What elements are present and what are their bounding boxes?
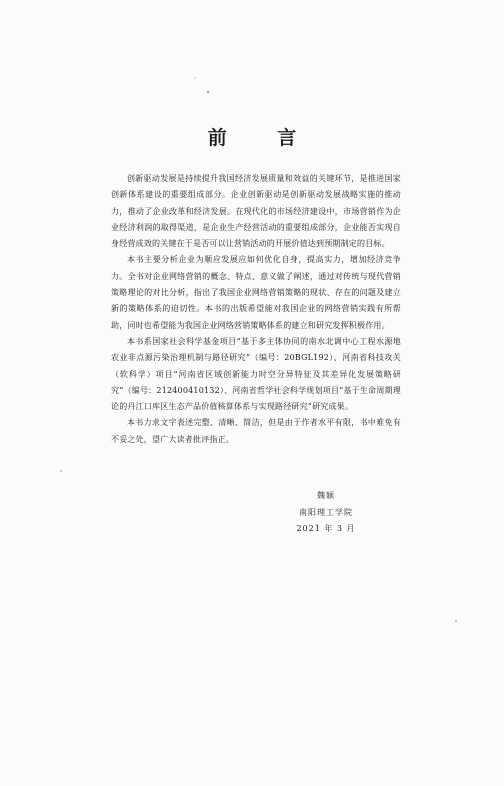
scan-speck (60, 470, 62, 472)
paragraph: 本书力求文字表述完整、清晰、简洁，但是由于作者水平有限，书中难免有不妥之处，望广大读者批评指正。 (111, 418, 401, 444)
paragraph: 本书主要分析企业为顺应发展应如何优化自身，提高实力，增加经济竞争力。全书对企业网络营销的概念、特点、意义做了阐述，通过对传统与现代营销策略理论的对比分析，指出了我国企业网络营销策略的现状、存在的问题及建立新的策略体系的迫切性。本书的出版希望能对我国企业的网络营销实践有所帮助，同时也希望能为我国企业网络营销策略体系的建立和研究发挥积极作用。 (111, 255, 401, 330)
stray-mark: , (194, 72, 197, 80)
paragraph: 本书系国家社会科学基金项目“基于多主体协同的南水北调中心工程水源地农业非点源污染治理机制与路径研究”（编号：20BGL192）、河南省科技攻关（软科学）项目“河南省区域创新能力时空分异特征及其差异化发展策略研究”（编号：212400410132）、河南省哲学社会科学规划项目“基于生命周期理论的丹江口库区生态产品价值核算体系与实现路径研究”研究成果。 (111, 336, 401, 412)
stray-mark: • (206, 89, 211, 97)
date-text: 2021 年 3 月 (296, 524, 356, 533)
preface-body (111, 171, 401, 448)
scan-speck (455, 620, 457, 622)
author-name: 魏颖 (317, 491, 335, 500)
paragraph: 创新驱动发展是持续提升我国经济发展质量和效益的关键环节，是推进国家创新体系建设的重要组成部分。企业创新驱动是创新驱动发展战略实施的推动力，推动了企业改革和经济发展。在现代化的市场经济建设中，市场营销作为企业经济利润的取得渠道，是企业生产经营活动的重要组成部分，企业能否实现自身经营成效的关键在于是否可以让营销活动的开展价值达到预期制定的目标。 (111, 174, 401, 249)
institution-name: 南阳理工学院 (299, 507, 353, 517)
signature-block (266, 488, 386, 538)
page-title: 前 言 (207, 127, 319, 149)
